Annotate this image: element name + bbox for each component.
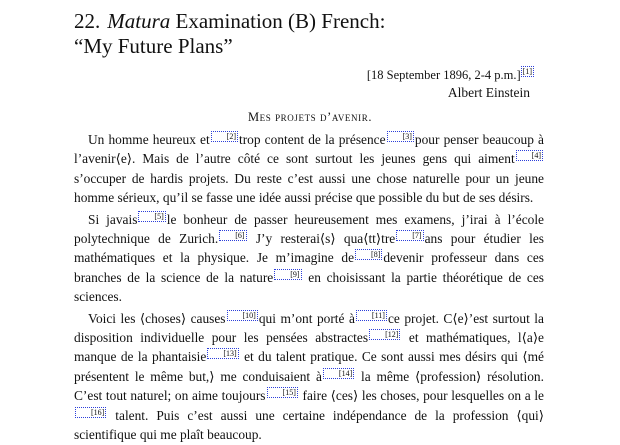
footnote-ref[interactable]: [3]	[387, 131, 414, 142]
paragraph-text: Un homme heureux et	[88, 132, 210, 147]
footnote-ref[interactable]: [6]	[219, 230, 246, 241]
paragraph	[74, 130, 544, 208]
paragraph-text: devenir professeur dans ces branches de la science de la nature	[74, 250, 544, 285]
footnote-ref[interactable]: [11]	[356, 310, 387, 321]
paragraph-text: et mathématiques, l⟨a⟩e manque de la phantaisie	[74, 330, 544, 365]
footnote-ref[interactable]: [4]	[516, 150, 543, 161]
footnote-ref[interactable]: [13]	[207, 348, 238, 359]
paragraph	[74, 309, 544, 445]
paragraph-text: pour penser beaucoup à l’avenir⟨e⟩. Mais de l’autre côté ce sont surtout les jeunes gens qui aiment	[74, 132, 544, 167]
footnote-ref[interactable]: [9]	[274, 269, 301, 280]
paragraph-text: trop content de la présence	[239, 132, 386, 147]
paragraph-text: ce projet. C⟨e⟩’est surtout la disposition individuelle pour les pensées abstractes	[74, 310, 544, 346]
date-line	[367, 66, 534, 83]
paragraph-text: Si javais	[88, 211, 138, 227]
author-name: Albert Einstein	[447, 85, 530, 100]
essay-heading: Mes projets d’avenir.	[247, 110, 373, 124]
paragraph-text: la même ⟨profession⟩ résolution. C’est tout naturel; on aime toujours	[74, 368, 544, 404]
essay-body	[74, 130, 544, 445]
title-italic-word: Matura	[107, 9, 171, 33]
footnote-ref[interactable]: [2]	[211, 131, 238, 142]
paragraph-text: ans pour étudier les mathématiques et la physique. Je m’imagine de	[74, 231, 544, 266]
document-title	[74, 9, 614, 59]
paragraph	[74, 210, 544, 307]
date-text: [18 September 1896, 2-4 p.m.]	[366, 68, 521, 82]
footnote-ref[interactable]: [16]	[75, 407, 106, 418]
footnote-ref[interactable]: [1]	[522, 67, 532, 76]
paragraph-text: Voici les ⟨choses⟩ causes	[88, 310, 226, 326]
paragraph-text: s’occuper de hardis projets. Du reste c’est aussi une chose naturelle pour un jeune homme sérieux, qu’il se fasse une idée aussi précise que possible du but de ses désirs.	[74, 170, 544, 206]
footnote-ref[interactable]: [7]	[396, 230, 423, 241]
title-rest: Examination (B) French:	[175, 9, 386, 33]
title-line-1	[74, 9, 614, 34]
footnote-ref[interactable]: [5]	[138, 211, 165, 222]
footnote-ref[interactable]: [15]	[267, 387, 298, 398]
paragraph-text: en choisissant la partie théorétique de ces sciences.	[74, 269, 544, 305]
footnote-ref[interactable]: [8]	[355, 249, 382, 260]
paragraph-text: J’y resterai⟨s⟩ qua⟨tt⟩tre	[247, 231, 396, 247]
paragraph-text: qui m’ont porté à	[258, 310, 355, 326]
footnote-ref[interactable]: [14]	[323, 368, 354, 379]
footnote-ref[interactable]: [12]	[369, 329, 400, 340]
paragraph-text: le bonheur de passer heureusement mes examens, j’irai à l’école polytechnique de Zurich.	[74, 211, 545, 247]
paragraph-text: et du talent pratique. Ce sont aussi mes désirs qui ⟨mé présentent le même but,⟩ me conduisaient à	[74, 349, 544, 384]
title-line-2: “My Future Plans”	[74, 34, 233, 58]
paragraph-text: faire ⟨ces⟩ les choses, pour lesquelles on a le	[298, 388, 544, 404]
paragraph-text: talent. Puis c’est aussi une certaine indépendance de la profession ⟨qui⟩ scientifique qui me plaît beaucoup.	[74, 407, 544, 443]
footnote-ref[interactable]: [10]	[227, 310, 258, 321]
document-number: 22.	[74, 9, 101, 33]
